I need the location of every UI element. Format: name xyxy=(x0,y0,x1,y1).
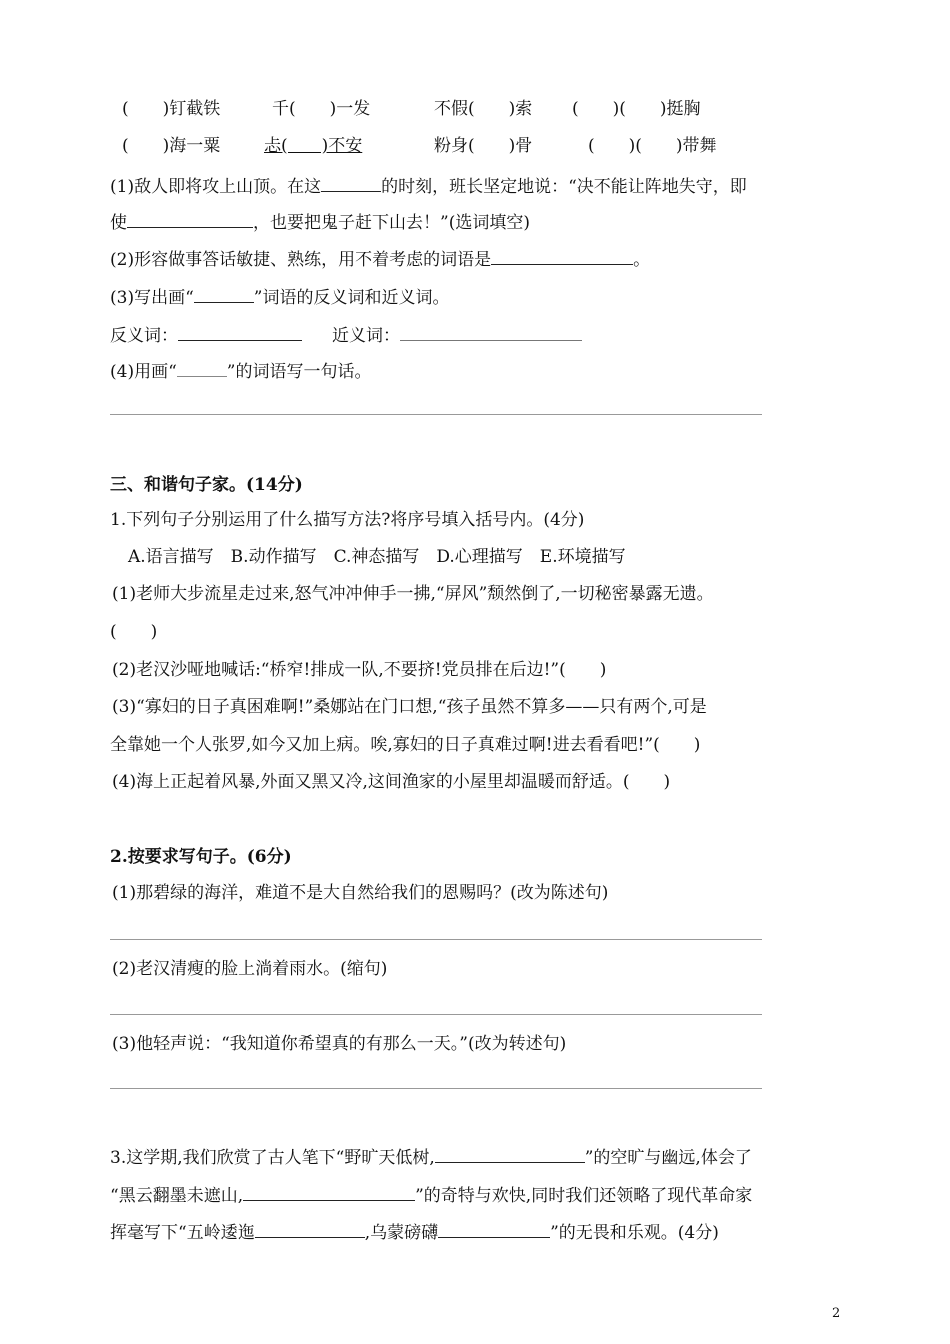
question-1-line-2: 使 ，也要把鬼子赶下山去！”(选词填空) xyxy=(110,209,530,235)
section-3-title: 三、和谐句子家。(14分) xyxy=(110,475,303,495)
idiom-4: ( )( )挺胸 xyxy=(572,99,701,119)
question-2: (2)形容做事答话敏捷、熟练，用不着考虑的词语是 。 xyxy=(110,246,650,272)
underline-marker xyxy=(177,358,227,377)
question-4: (4)用画“ ”的词语写一句话。 xyxy=(110,358,371,384)
idiom-2: 千( )一发 xyxy=(272,99,371,119)
sub2-title: 2.按要求写句子。(6分) xyxy=(110,847,292,867)
sub3-line-1: 3.这学期,我们欣赏了古人笔下“野旷天低树, ”的空旷与幽远,体会了 xyxy=(110,1144,752,1170)
sub1-options: A.语言描写 B.动作描写 C.神态描写 D.心理描写 E.环境描写 xyxy=(128,547,626,567)
sub3-line-3: 挥毫写下“五岭逶迤 ,乌蒙磅礴 ”的无畏和乐观。(4分) xyxy=(110,1219,719,1245)
question-1-line-1: (1)敌人即将攻上山顶。在这 的时刻，班长坚定地说：“决不能让阵地失守，即 xyxy=(110,173,747,199)
writing-line[interactable] xyxy=(110,414,762,415)
antonym-blank[interactable] xyxy=(178,322,302,341)
synonym-blank[interactable] xyxy=(400,322,582,341)
poem-blank[interactable] xyxy=(243,1182,415,1201)
sub1-sentence-1-paren: ( ) xyxy=(110,622,158,642)
idiom-1: ( )钉截铁 xyxy=(122,99,221,119)
answer-blank[interactable] xyxy=(127,209,253,228)
idiom-6: 忐( )不安 xyxy=(264,136,363,156)
sub2-sentence-3: (3)他轻声说：“我知道你希望真的有那么一天。”(改为转述句) xyxy=(112,1034,567,1054)
writing-line[interactable] xyxy=(110,939,762,940)
idiom-3: 不假( )索 xyxy=(434,99,533,119)
answer-blank[interactable] xyxy=(491,246,633,265)
sub1-sentence-1: (1)老师大步流星走过来,怒气冲冲伸手一拂,“屏风”颓然倒了,一切秘密暴露无遗。 xyxy=(112,584,714,604)
question-3: (3)写出画“ ”词语的反义词和近义词。 xyxy=(110,284,449,310)
writing-line[interactable] xyxy=(110,1014,762,1015)
question-3-answers: 反义词： 近义词： xyxy=(110,322,582,348)
poem-blank[interactable] xyxy=(435,1144,585,1163)
poem-blank[interactable] xyxy=(438,1219,550,1238)
page-number: 2 xyxy=(832,1306,841,1321)
sub3-line-2: “黑云翻墨未遮山, ”的奇特与欢快,同时我们还领略了现代革命家 xyxy=(110,1182,752,1208)
writing-line[interactable] xyxy=(110,1088,762,1089)
sub1-sentence-3a: (3)“寡妇的日子真困难啊!”桑娜站在门口想,“孩子虽然不算多——只有两个,可是 xyxy=(112,697,707,717)
sub1-sentence-3b: 全靠她一个人张罗,如今又加上病。唉,寡妇的日子真难过啊!进去看看吧!”( ) xyxy=(110,735,701,755)
idiom-8: ( )( )带舞 xyxy=(588,136,717,156)
sub1-sentence-4: (4)海上正起着风暴,外面又黑又冷,这间渔家的小屋里却温暖而舒适。( ) xyxy=(112,772,671,792)
sub2-sentence-1: (1)那碧绿的海洋，难道不是大自然给我们的恩赐吗？(改为陈述句) xyxy=(112,883,609,903)
answer-blank[interactable] xyxy=(321,173,381,192)
sub1-sentence-2: (2)老汉沙哑地喊话:“桥窄!排成一队,不要挤!党员排在后边!”( ) xyxy=(112,660,607,680)
sub2-sentence-2: (2)老汉清瘦的脸上淌着雨水。(缩句) xyxy=(112,959,388,979)
poem-blank[interactable] xyxy=(255,1219,365,1238)
underline-marker xyxy=(194,284,254,303)
sub1-title: 1.下列句子分别运用了什么描写方法?将序号填入括号内。(4分) xyxy=(110,510,585,530)
idiom-7: 粉身( )骨 xyxy=(434,136,533,156)
idiom-5: ( )海一粟 xyxy=(122,136,221,156)
